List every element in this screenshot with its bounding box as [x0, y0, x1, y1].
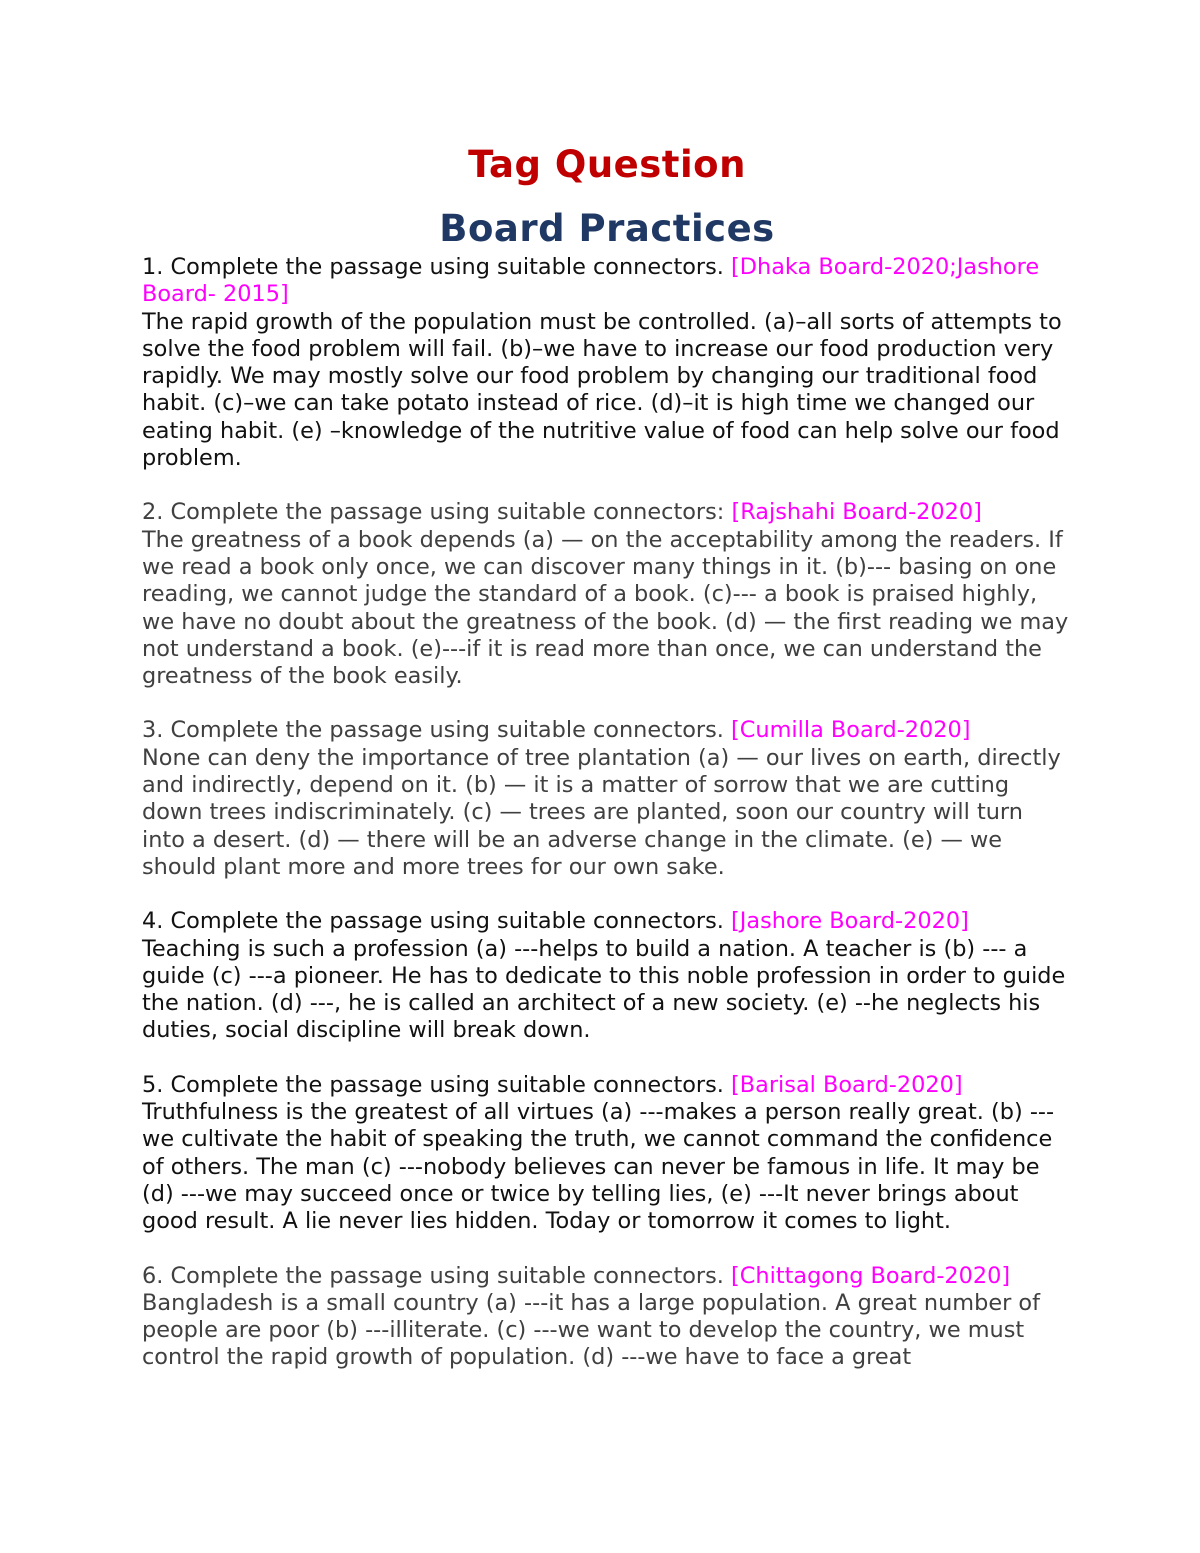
question-5-board: [Barisal Board-2020]: [731, 1071, 963, 1098]
question-5-passage: Truthfulness is the greatest of all virtues (a) ---makes a person really great. (b) ---we cultivate the habit of speaking the truth, we cannot command the confidence of others. The man (c) ---nobody believes can never be famous in life. It may be (d) ---we may succeed once or twice by telling lies, (e) ---It never brings about good result. A lie never lies hidden. Today or tomorrow it comes to light.: [142, 1099, 1055, 1235]
question-6: [142, 1263, 1072, 1372]
question-2-instruction: 2. Complete the passage using suitable connectors:: [142, 499, 732, 526]
question-3-instruction: 3. Complete the passage using suitable connectors.: [142, 717, 732, 744]
question-5: [142, 1072, 1072, 1236]
question-5-instruction: 5. Complete the passage using suitable connectors.: [142, 1071, 732, 1098]
question-4-board: [Jashore Board-2020]: [731, 908, 969, 935]
document-title: Tag Question: [468, 143, 746, 186]
question-3-board: [Cumilla Board-2020]: [731, 717, 971, 744]
question-2: [142, 499, 1072, 690]
question-1-board: [Dhaka Board-2020;Jashore Board- 2015]: [142, 254, 1040, 308]
question-1-passage: The rapid growth of the population must be controlled. (a)–all sorts of attempts to solve the food problem will fail. (b)–we have to increase our food production very rapidly. We may mostly solve our food problem by changing our traditional food habit. (c)–we can take potato instead of rice. (d)–it is high time we changed our eating habit. (e) –knowledge of the nutritive value of food can help solve our food problem.: [142, 308, 1062, 472]
question-4-instruction: 4. Complete the passage using suitable connectors.: [142, 908, 732, 935]
question-6-passage: Bangladesh is a small country (a) ---it has a large population. A great number of people are poor (b) ---illiterate. (c) ---we want to develop the country, we must control the rapid growth of population. (d) ---we have to face a great: [142, 1289, 1041, 1371]
question-3: [142, 717, 1072, 881]
question-6-instruction: 6. Complete the passage using suitable connectors.: [142, 1262, 732, 1289]
question-1-instruction: 1. Complete the passage using suitable connectors.: [142, 254, 732, 280]
document-subtitle: Board Practices: [439, 207, 775, 250]
question-4-passage: Teaching is such a profession (a) ---helps to build a nation. A teacher is (b) --- a guide (c) ---a pioneer. He has to dedicate to this noble profession in order to guide the nation. (d) ---, he is called an architect of a new society. (e) --he neglects his duties, social discipline will break down.: [142, 935, 1066, 1044]
question-2-passage: The greatness of a book depends (a) — on the acceptability among the readers. If we read a book only once, we can discover many things in it. (b)--- basing on one reading, we cannot judge the standard of a book. (c)--- a book is praised highly, we have no doubt about the greatness of the book. (d) — the first reading we may not understand a book. (e)---if it is read more than once, we can understand the greatness of the book easily.: [142, 526, 1069, 690]
question-6-board: [Chittagong Board-2020]: [731, 1262, 1011, 1289]
document-page: [142, 140, 1072, 1399]
question-1: [142, 254, 1072, 472]
question-4: [142, 908, 1072, 1044]
question-3-passage: None can deny the importance of tree plantation (a) — our lives on earth, directly and indirectly, depend on it. (b) — it is a matter of sorrow that we are cutting down trees indiscriminately. (c) — trees are planted, soon our country will turn into a desert. (d) — there will be an adverse change in the climate. (e) — we should plant more and more trees for our own sake.: [142, 744, 1061, 880]
question-2-board: [Rajshahi Board-2020]: [731, 499, 982, 526]
